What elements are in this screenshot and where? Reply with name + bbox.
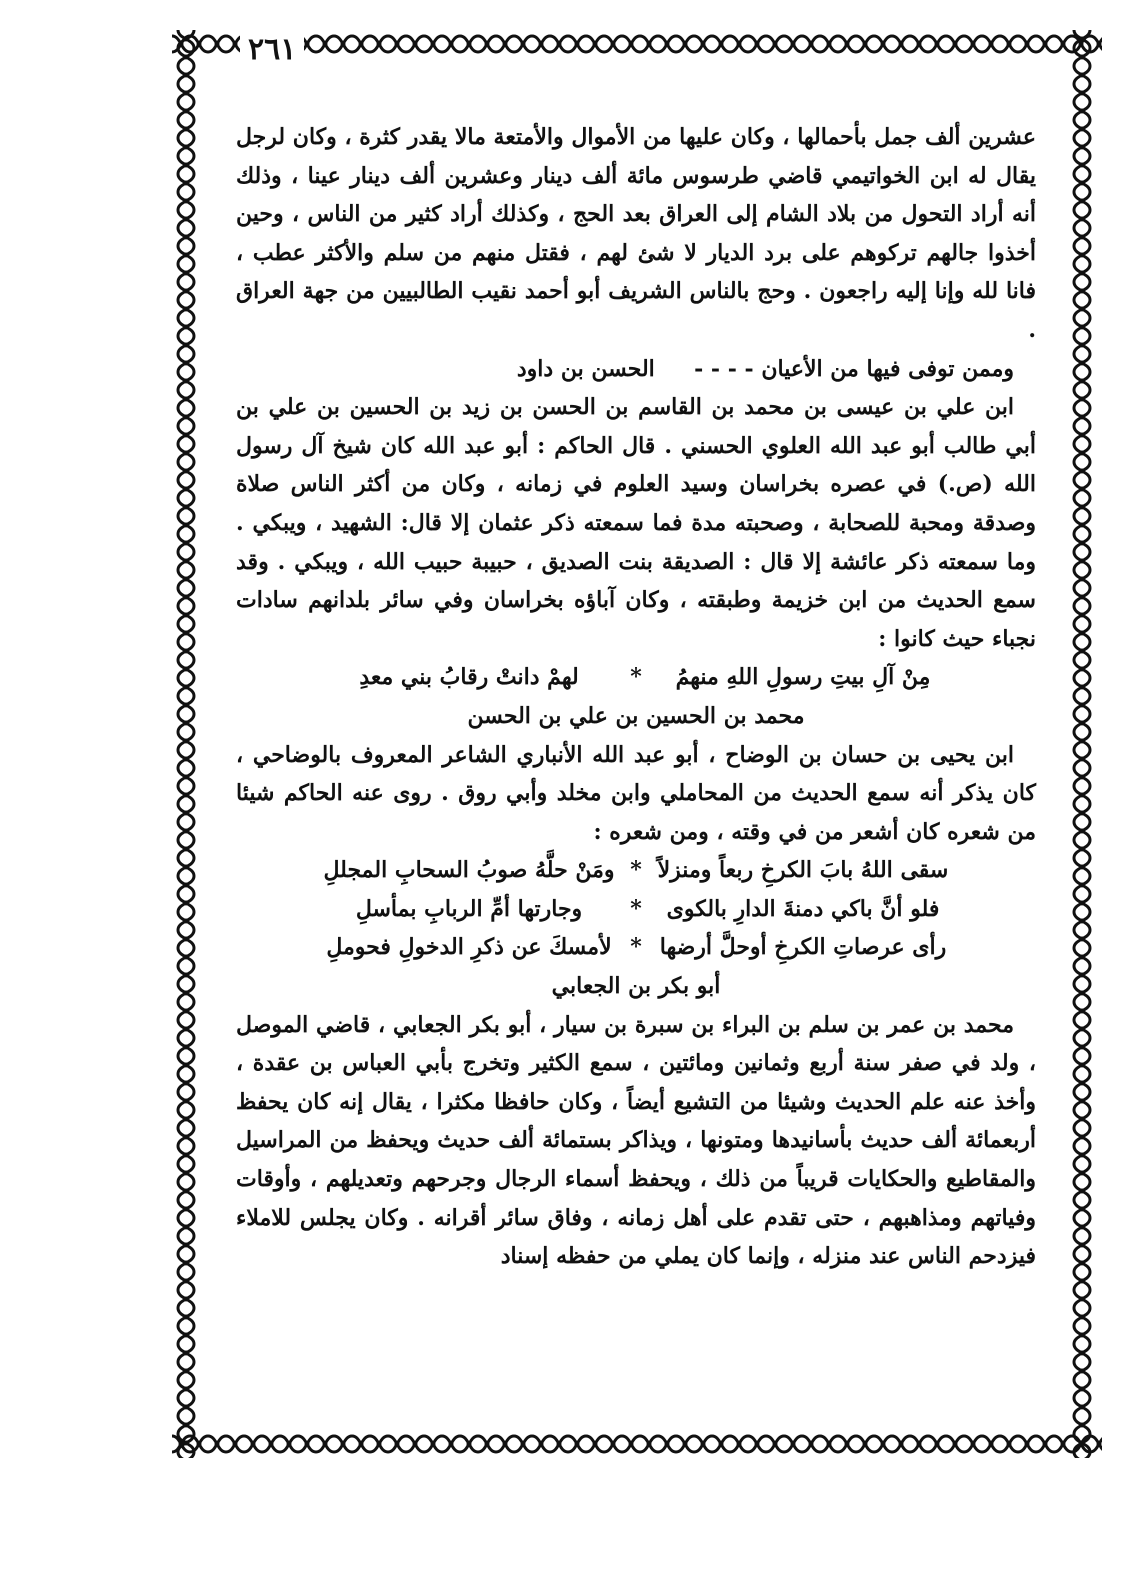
verse-separator: *	[630, 857, 642, 884]
verse-first-hemistich: فلو أنَّ باكي دمنةَ الدارِ بالكوى	[666, 895, 940, 922]
verse-line	[236, 851, 1036, 890]
heading-name: الحسن بن داود	[516, 355, 655, 382]
dashes: - - - -	[694, 355, 754, 382]
verse-first-hemistich: سقى اللهُ بابَ الكرخِ ربعاً ومنزلاً	[657, 857, 949, 884]
paragraph: عشرين ألف جمل بأحمالها ، وكان عليها من الأموال والأمتعة مالا يقدر كثرة ، وكان لرجل يقال له ابن الخواتيمي قاضي طرسوس مائة ألف دينار وعشرين ألف دينار عينا ، وذلك أنه أراد التحول من بلاد الشام إلى العراق بعد الحج ، وكذلك أراد كثير من الناس ، وحين أخذوا جالهم تركوهم على برد الديار لا شئ لهم ، فقتل منهم من سلم والأكثر عطب ، فانا لله وإنا إليه راجعون . وحج بالناس الشريف أبو أحمد نقيب الطالبيين من جهة العراق .	[236, 124, 1036, 343]
paragraph: محمد بن عمر بن سلم بن البراء بن سبرة بن سيار ، أبو بكر الجعابي ، قاضي الموصل ، ولد في صفر سنة أربع وثمانين ومائتين ، سمع الكثير وتخرج بأبي العباس بن عقدة ، وأخذ عنه علم الحديث وشيئا من التشيع أيضاً ، وكان حافظا مكثرا ، يقال إنه كان يحفظ أربعمائة ألف حديث بأسانيدها ومتونها ، ويذاكر بستمائة ألف حديث ويحفظ من المراسيل والمقاطيع والحكايات قريباً من ذلك ، ويحفظ أسماء الرجال وجرحهم وتعديلهم ، وأوقات وفياتهم ومذاهبهم ، حتى تقدم على أهل زمانه ، وفاق سائر أقرانه . وكان يجلس للاملاء فيزدحم الناس عند منزله ، وإنما كان يملي من حفظه إسناد	[236, 1011, 1036, 1270]
page-number: ٢٦١	[240, 32, 304, 68]
paragraph: ابن يحيى بن حسان بن الوضاح ، أبو عبد الله الأنباري الشاعر المعروف بالوضاحي ، كان يذكر أنه سمع الحديث من المحاملي وابن مخلد وأبي روق . روى عنه الحاكم شيئا من شعره كان أشعر من في وقته ، ومن شعره :	[236, 741, 1036, 845]
verse-line	[236, 890, 1036, 929]
verse-line	[236, 928, 1036, 967]
verse-line	[236, 658, 1036, 697]
verse-second-hemistich: وجارتها أمِّ الربابِ بمأسلِ	[355, 895, 583, 922]
verse-second-hemistich: ومَنْ حلَّهُ صوبُ السحابِ المجللِ	[323, 857, 615, 884]
section-heading-hasan	[236, 350, 1036, 389]
section-intro: وممن توفى فيها من الأعيان	[761, 355, 1014, 382]
verse-first-hemistich: رأى عرصاتِ الكرخِ أوحلَّ أرضها	[659, 934, 947, 961]
verse-second-hemistich: لأمسكَ عن ذكرِ الدخولِ فحوملِ	[326, 934, 612, 961]
verse-separator: *	[630, 664, 642, 691]
page-body	[236, 118, 1036, 1276]
verse-second-hemistich: لهمْ دانتْ رقابُ بني معدِ	[359, 664, 579, 691]
section-heading-jiabi: أبو بكر بن الجعابي	[551, 973, 721, 1000]
section-heading-muhammad: محمد بن الحسين بن علي بن الحسن	[467, 702, 805, 729]
verse-first-hemistich: مِنْ آلِ بيتِ رسولِ اللهِ منهمُ	[675, 664, 931, 691]
verse-separator: *	[630, 895, 642, 922]
verse-separator: *	[630, 934, 642, 961]
paragraph: ابن علي بن عيسى بن محمد بن القاسم بن الحسن بن زيد بن الحسين بن علي بن أبي طالب أبو عبد الله العلوي الحسني . قال الحاكم : أبو عبد الله كان شيخ آل رسول الله (ص.) في عصره بخراسان وسيد العلوم في زمانه ، وكان من أكثر الناس صلاة وصدقة ومحبة للصحابة ، وصحبته مدة فما سمعته ذكر عثمان إلا قال: الشهيد ، ويبكي . وما سمعته ذكر عائشة إلا قال : الصديقة بنت الصديق ، حبيبة حبيب الله ، ويبكي . وقد سمع الحديث من ابن خزيمة وطبقته ، وكان آباؤه بخراسان وفي سائر بلدانهم سادات نجباء حيث كانوا :	[236, 394, 1036, 652]
